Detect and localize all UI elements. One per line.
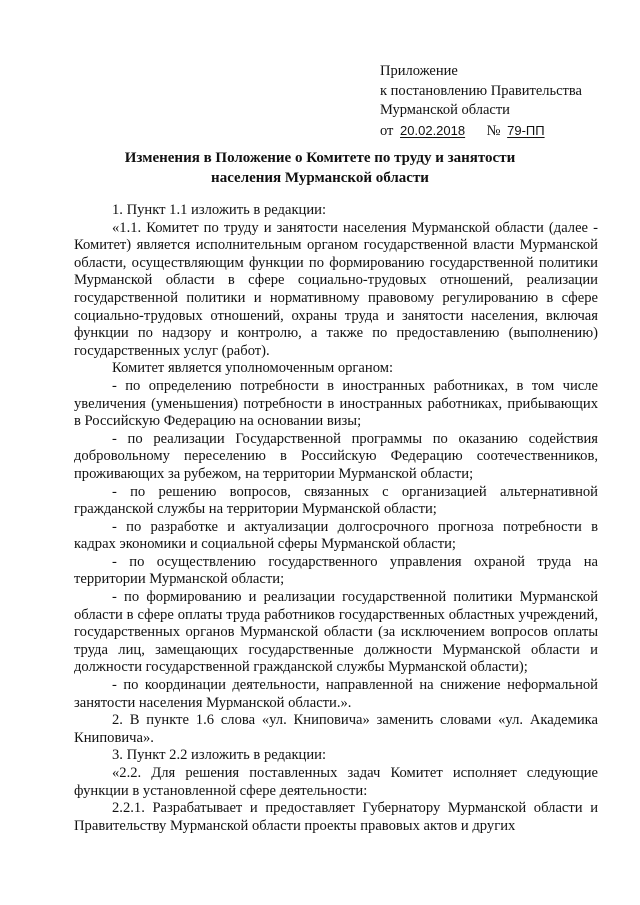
appendix-header (380, 62, 630, 141)
paragraph: 1. Пункт 1.1 изложить в редакции: (112, 202, 327, 218)
paragraph: «1.1. Комитет по труду и занятости населения Мурманской области (далее - Комитет) является исполнительным органом государственной власти Мурманской области, осуществляющим функции по формированию государственной политики Мурманской области в сфере социально-трудовых отношений, реализации государственной политики и нормативному правовому регулированию в сфере социально-трудовых отношений, охраны труда и занятости населения, включая функции по надзору и контролю, а также по предоставлению (выполнению) государственных услуг (работ). (74, 219, 598, 359)
paragraph: - по осуществлению государственного управления охраной труда на территории Мурманской области; (74, 553, 598, 588)
from-label: от (380, 122, 394, 139)
paragraph: - по формированию и реализации государственной политики Мурманской области в сфере оплаты труда работников государственных областных учреждений, государственных органов Мурманской области (за исключением вопросов оплаты труда лиц, замещающих государственные должности Мурманской области и должности государственной гражданской службы Мурманской области); (74, 589, 598, 676)
decree-number: 79-ПП (507, 122, 545, 138)
paragraph: - по решению вопросов, связанных с организацией альтернативной гражданской службы на территории Мурманской области; (74, 483, 598, 518)
title-line-2: населения Мурманской области (211, 170, 429, 186)
number-label: № (486, 122, 501, 139)
appendix-label: Приложение (380, 63, 458, 79)
paragraph: - по координации деятельности, направленной на снижение неформальной занятости населения Мурманской области.». (74, 677, 598, 711)
appendix-region-line: Мурманской области (380, 102, 510, 118)
title-line-1: Изменения в Положение о Комитете по труду и занятости (124, 150, 516, 166)
paragraph: - по реализации Государственной программы по оказанию содействия добровольному переселению в Российскую Федерацию соотечественников, проживающих за рубежом, на территории Мурманской области; (74, 430, 598, 482)
paragraph: «2.2. Для решения поставленных задач Комитет исполняет следующие функции в установленной сфере деятельности: (74, 765, 598, 799)
paragraph: 2. В пункте 1.6 слова «ул. Книповича» заменить словами «ул. Академика Книповича». (74, 712, 598, 746)
paragraph: Комитет является уполномоченным органом: (112, 360, 394, 377)
document-title (60, 148, 580, 188)
appendix-decree-line: к постановлению Правительства (380, 82, 582, 99)
paragraph: 2.2.1. Разрабатывает и предоставляет Губернатору Мурманской области и Правительству Мурманской области проекты правовых актов и других (74, 800, 598, 834)
paragraph: 3. Пункт 2.2 изложить в редакции: (112, 747, 327, 764)
paragraph: - по определению потребности в иностранных работниках, в том числе увеличения (уменьшения) потребности в иностранных работниках, прибывающих в Российскую Федерацию на основании визы; (74, 377, 598, 430)
document-body (74, 202, 598, 835)
paragraph: - по разработке и актуализации долгосрочного прогноза потребности в кадрах экономики и социальной сферы Мурманской области; (74, 518, 598, 553)
decree-date: 20.02.2018 (400, 122, 466, 138)
appendix-date-number-line (380, 121, 630, 142)
